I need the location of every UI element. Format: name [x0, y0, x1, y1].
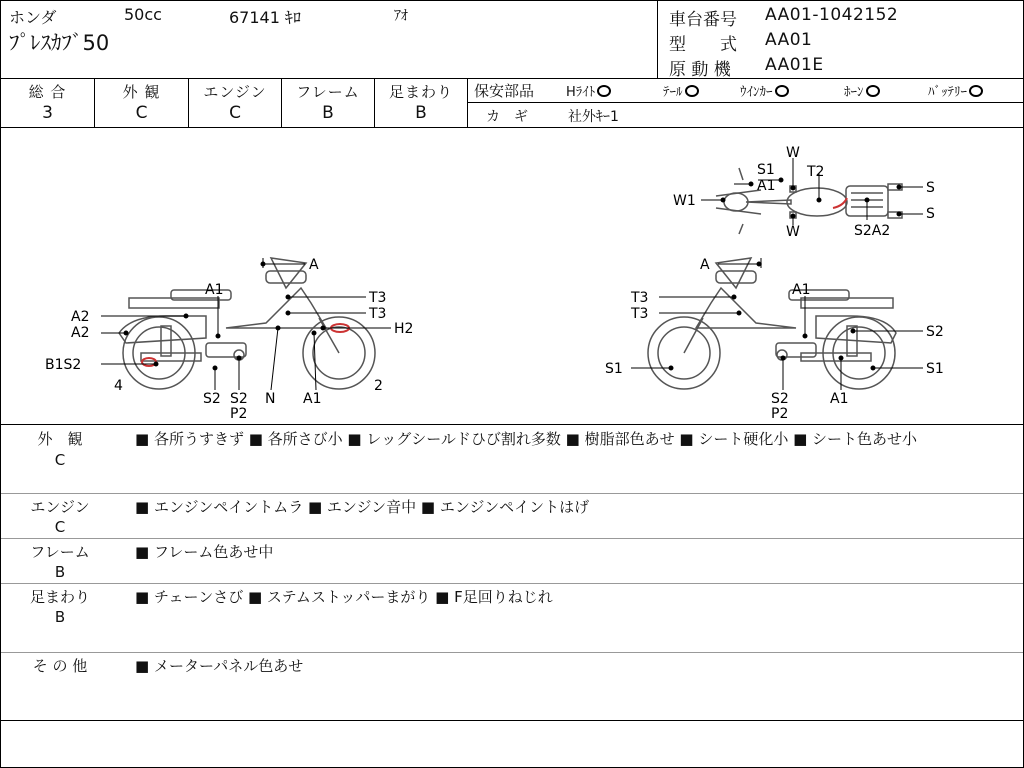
- rear-fender: [816, 316, 896, 343]
- header: [1, 1, 1023, 79]
- headlight-top: [724, 193, 748, 211]
- grade-value: B: [415, 103, 427, 123]
- part-label: T2: [807, 164, 825, 180]
- horn-label: ﾎｰﾝ: [844, 85, 864, 100]
- part-label: A2: [71, 309, 90, 325]
- part-label: S1: [605, 361, 623, 377]
- safety-parts-row: [468, 79, 1023, 103]
- key-value: 社外ｷｰ1: [568, 109, 619, 125]
- taillight-label: ﾃｰﾙ: [663, 85, 683, 100]
- key-label: カ ギ: [486, 109, 528, 125]
- taillight-item: [663, 81, 699, 100]
- grade-value: B: [322, 103, 334, 123]
- grade-label: フレーム: [296, 83, 360, 101]
- grade-engine: [189, 79, 282, 127]
- headlight-item: [566, 81, 611, 100]
- part-label: B1S2: [45, 357, 82, 373]
- safety-parts: [468, 79, 1023, 127]
- part-label: T3: [369, 306, 387, 322]
- ok-circle-icon: [866, 85, 880, 97]
- left-labels: [45, 257, 413, 422]
- part-label: S2: [230, 391, 248, 407]
- battery-item: [928, 81, 983, 100]
- front-fork: [319, 318, 339, 353]
- frame-number-label: 車台番号: [669, 10, 737, 30]
- note-row-frame: [1, 539, 1023, 584]
- headlight-housing: [266, 271, 306, 283]
- part-label: 4: [114, 378, 123, 394]
- part-label: 2: [374, 378, 383, 394]
- mileage: 67141 ｷﾛ: [229, 8, 301, 27]
- part-label: S2: [203, 391, 221, 407]
- note-text: ■ メーターパネル色あせ: [135, 657, 304, 675]
- note-text: ■ エンジンペイントムラ ■ エンジン音中 ■ エンジンペイントはげ: [135, 498, 590, 516]
- part-label: A1: [205, 282, 224, 298]
- grade-exterior: [95, 79, 189, 127]
- part-label: H2: [394, 321, 414, 337]
- note-label: 外 観: [37, 430, 83, 448]
- model-type-label: 型 式: [669, 35, 737, 55]
- vehicle-summary: [1, 1, 658, 78]
- part-label: W: [786, 145, 800, 161]
- grade-value: 3: [42, 103, 53, 123]
- note-label: フレーム: [30, 543, 90, 561]
- right-side-view: [648, 258, 896, 389]
- note-text: ■ フレーム色あせ中: [135, 543, 274, 561]
- part-label: A1: [303, 391, 322, 407]
- part-label: A1: [830, 391, 849, 407]
- grade-value: C: [135, 103, 148, 123]
- part-label: A1: [757, 178, 776, 194]
- grade-overall: [1, 79, 95, 127]
- frame-number: AA01-1042152: [765, 5, 899, 25]
- grade-row: [1, 79, 1023, 128]
- scooter-diagram-svg: [1, 128, 1023, 424]
- grade-suspension: [375, 79, 468, 127]
- part-label: N: [265, 391, 276, 407]
- ok-circle-icon: [969, 85, 983, 97]
- battery-label: ﾊﾞｯﾃﾘｰ: [928, 85, 967, 100]
- grade-value: C: [229, 103, 241, 123]
- part-label: A: [700, 257, 710, 273]
- model-type: AA01: [765, 30, 813, 50]
- engine-type-label: 原 動 機: [669, 60, 731, 80]
- part-label: S: [926, 180, 935, 196]
- part-label: S: [926, 206, 935, 222]
- part-label: T3: [631, 290, 649, 306]
- note-row-engine: [1, 494, 1023, 539]
- note-row-exterior: [1, 425, 1023, 494]
- engine-type: AA01E: [765, 55, 824, 75]
- maker-name: ホンダ: [9, 8, 57, 27]
- headlight-housing: [716, 271, 756, 283]
- leg-shield: [226, 288, 326, 328]
- front-fork: [684, 318, 703, 353]
- part-label: A: [309, 257, 319, 273]
- note-grade: B: [54, 608, 66, 626]
- note-label: そ の 他: [32, 657, 88, 675]
- part-label: S1: [926, 361, 944, 377]
- grade-label: 外 観: [122, 83, 161, 101]
- horn-item: [844, 81, 880, 100]
- grade-label: 総 合: [28, 83, 67, 101]
- part-label: S2: [771, 391, 789, 407]
- part-label: A1: [792, 282, 811, 298]
- grade-label: 足まわり: [388, 83, 453, 101]
- body-color: ｱｵ: [394, 8, 408, 24]
- winker-item: [740, 81, 789, 100]
- note-row-suspension: [1, 584, 1023, 653]
- ok-circle-icon: [775, 85, 789, 97]
- part-label: S2: [926, 324, 944, 340]
- part-label: A2: [71, 325, 90, 341]
- grade-frame: [282, 79, 375, 127]
- damage-diagram: [1, 128, 1023, 425]
- top-labels: [673, 145, 935, 240]
- note-grade: C: [54, 451, 66, 469]
- part-label: S2A2: [854, 223, 891, 239]
- part-label: W: [786, 224, 800, 240]
- displacement: 50cc: [124, 5, 162, 24]
- mirror-stalks: [739, 168, 743, 234]
- headlight-label: Hﾗｲﾄ: [566, 85, 596, 100]
- note-label: エンジン: [30, 498, 90, 516]
- note-label: 足まわり: [29, 588, 90, 606]
- part-label: S1: [757, 162, 775, 178]
- part-label: T3: [369, 290, 387, 306]
- note-grade: C: [54, 518, 66, 536]
- part-label: P2: [771, 406, 789, 422]
- leg-shield: [696, 288, 796, 328]
- safety-parts-title: 保安部品: [474, 82, 535, 100]
- ok-circle-icon: [685, 85, 699, 97]
- grade-label: エンジン: [203, 83, 267, 101]
- part-label: P2: [230, 406, 248, 422]
- winker-label: ｳｲﾝｶｰ: [740, 85, 773, 100]
- note-text: ■ 各所うすきず ■ 各所さび小 ■ レッグシールドひび割れ多数 ■ 樹脂部色あせ ■ シート硬化小 ■ シート色あせ小: [135, 430, 918, 448]
- part-label: W1: [673, 193, 696, 209]
- model-name: ﾌﾟﾚｽｶﾌﾞ50: [9, 31, 110, 55]
- part-label: T3: [631, 306, 649, 322]
- note-row-other: [1, 653, 1023, 721]
- frame-spine: [746, 200, 791, 204]
- note-text: ■ チェーンさび ■ ステムストッパーまがり ■ F足回りねじれ: [135, 588, 553, 606]
- ok-circle-icon: [597, 85, 611, 97]
- note-grade: B: [54, 563, 66, 581]
